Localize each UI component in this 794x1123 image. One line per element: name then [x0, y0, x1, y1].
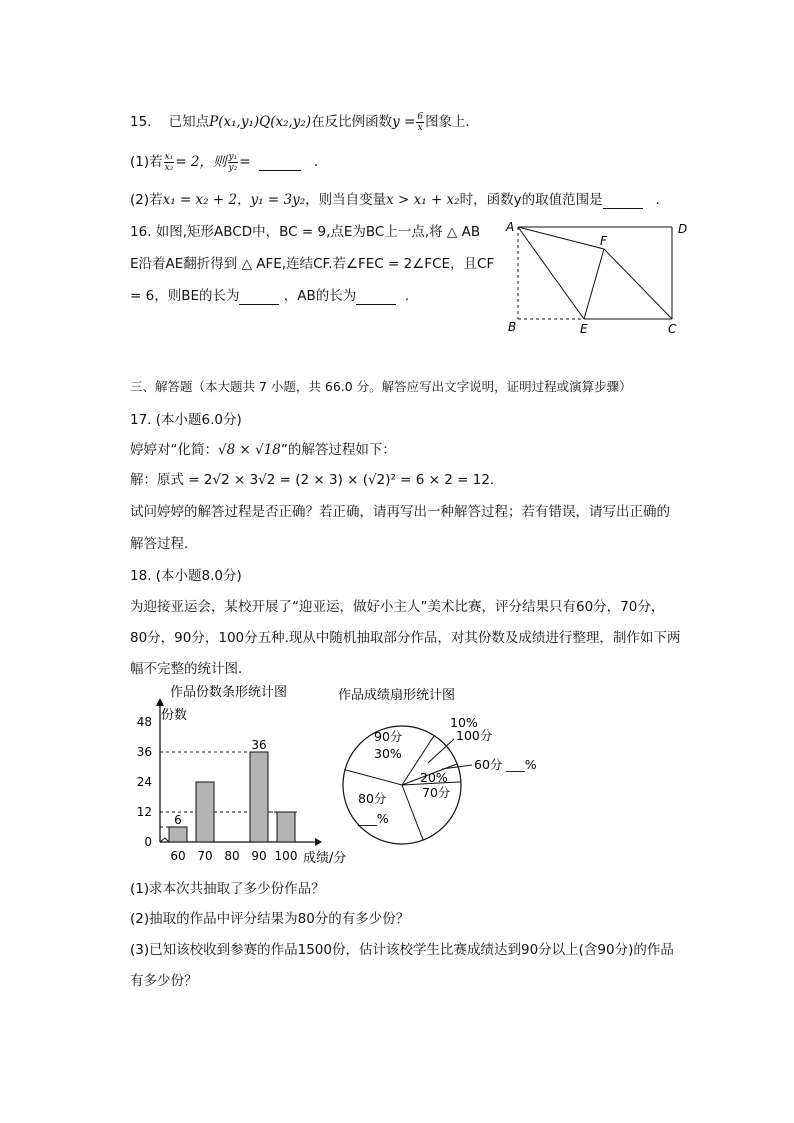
edge-fe [584, 249, 604, 319]
x-tick-label: 90 [251, 849, 267, 863]
pie-slice-value-70: 20% [420, 770, 448, 785]
y-tick-label: 12 [136, 805, 152, 819]
q17-question-line1: 试问婷婷的解答过程是否正确？若正确，请再写出一种解答过程；若有错误，请写出正确的 [130, 504, 670, 520]
section-3-heading: 三、解答题（本大题共 7 小题，共 66.0 分。解答应写出文字说明，证明过程或演算步骤） [130, 379, 632, 394]
vertex-c-label: C [668, 322, 677, 336]
q16-line3: = 6，则BE的长为 ，AB的长为 ． [130, 288, 419, 304]
bar-value-label: 36 [251, 738, 267, 752]
q18-sub1: (1)求本次共抽取了多少份作品？ [130, 881, 325, 897]
q15-x-ratio: $\frac{\text{x₁}}{\text{x₂}}$ [164, 151, 174, 173]
vertex-e-label: E [580, 322, 588, 336]
q15-y-ratio: $\frac{\text{y₁}}{\text{y₂}}$ [228, 151, 238, 173]
pie-slice-value-60: ___% [506, 757, 537, 772]
q18-sub2: (2)抽取的作品中评分结果为80分的有多少份？ [130, 911, 410, 927]
q16-answer-blank-ab[interactable] [356, 288, 396, 305]
bar-chart-title: 作品份数条形统计图 [170, 685, 288, 700]
x-tick-label: 80 [224, 849, 240, 863]
q18-sub3-line1: (3)已知该校收到参赛的作品1500份，估计该校学生比赛成绩达到90分以上(含90分)的作品 [130, 942, 674, 958]
q15-answer-blank-1[interactable] [259, 154, 301, 171]
q16-rectangle-figure [500, 215, 700, 340]
q18-text-line1: 为迎接亚运会，某校开展了“迎亚运，做好小主人”美术比赛，评分结果只有60分，70分， [130, 599, 665, 615]
q17-intro: 婷婷对“化简：√8 × √18”的解答过程如下： [130, 442, 396, 458]
q18-sub3-line2: 有多少份？ [130, 973, 198, 989]
pie-chart-title: 作品成绩扇形统计图 [338, 688, 456, 703]
q17-expression: √8 × √18 [218, 442, 281, 458]
edge-ae [518, 227, 584, 319]
x-tick-label: 100 [274, 849, 298, 863]
q15-number: 15. [130, 114, 152, 130]
bar-value-label: 6 [174, 813, 182, 827]
q18-text-line2: 80分，90分，100分五种.现从中随机抽取部分作品，对其份数及成绩进行整理，制作如下两 [130, 630, 681, 646]
q16-line1: 16. 如图,矩形ABCD中，BC = 9,点E为BC上一点,将 △ AB [130, 224, 481, 240]
bar-100 [277, 812, 295, 842]
y-axis-arrow [156, 698, 164, 706]
q16-answer-blank-be[interactable] [239, 288, 279, 305]
bar-70 [196, 782, 214, 842]
pie-slice-label-90: 90分 [374, 729, 403, 744]
bar-chart-xlabel: 成绩/分 [303, 851, 347, 866]
vertex-b-label: B [508, 320, 517, 334]
y-tick-label: 36 [136, 745, 152, 759]
y-tick-label: 24 [136, 775, 152, 789]
bar-60 [169, 827, 187, 842]
q15-stem: 15. 已知点P(x₁,y₁)Q(x₂,y₂)在反比例函数y = $\frac{6}{x}$ 图象上． [130, 111, 480, 133]
pie-slice-label-100: 100分 [456, 728, 493, 743]
pie-slice-value-80: ___% [358, 811, 389, 826]
vertex-d-label: D [678, 222, 688, 236]
x-tick-label: 70 [197, 849, 213, 863]
pie-slice-value-100: 10% [450, 715, 478, 730]
q16-line2: E沿着AE翻折得到 △ AFE,连结CF.若∠FEC = 2∠FCE，且CF [130, 256, 495, 272]
y-tick-label: 48 [136, 715, 152, 729]
pie-slice-label-80: 80分 [358, 791, 387, 806]
pie-slice-label-60: 60分 [474, 757, 503, 772]
q15-part2: (2)若x₁ = x₂ + 2，y₁ = 3y₂，则当自变量x > x₁ + x₂时，函数y的取值范围是 ． [130, 192, 669, 208]
q18-text-line3: 幅不完整的统计图． [130, 661, 252, 677]
pie-slice-label-70: 70分 [422, 785, 451, 800]
pie-chart [330, 682, 560, 857]
bar-chart-ylabel: 份数 [161, 708, 188, 723]
vertex-f-label: F [600, 234, 607, 248]
q17-solution: 解：原式 = 2√2 × 3√2 = (2 × 3) × (√2)² = 6 × 2 = 12． [130, 472, 504, 488]
q15-function-fraction: $\frac{6}{x}$ [417, 111, 424, 133]
y-tick-label: 0 [144, 835, 152, 849]
x-tick-label: 60 [170, 849, 186, 863]
q18-header: 18. (本小题8.0分) [130, 568, 242, 584]
q15-points: P(x₁,y₁)Q(x₂,y₂) [209, 114, 312, 130]
x-axis-arrow [315, 838, 322, 846]
bar-90 [250, 752, 268, 842]
q15-answer-blank-2[interactable] [603, 192, 643, 209]
pie-slice-value-90: 30% [374, 746, 402, 761]
q17-header: 17. (本小题6.0分) [130, 412, 242, 428]
edge-fc [604, 249, 672, 319]
vertex-a-label: A [506, 220, 515, 234]
q15-part1: (1)若 $\frac{\text{x₁}}{\text{x₂}}$ = 2，则 $\frac{\text{y₁}}{\text{y₂}}$ = ． [130, 151, 328, 173]
q17-question-line2: 解答过程． [130, 536, 198, 552]
